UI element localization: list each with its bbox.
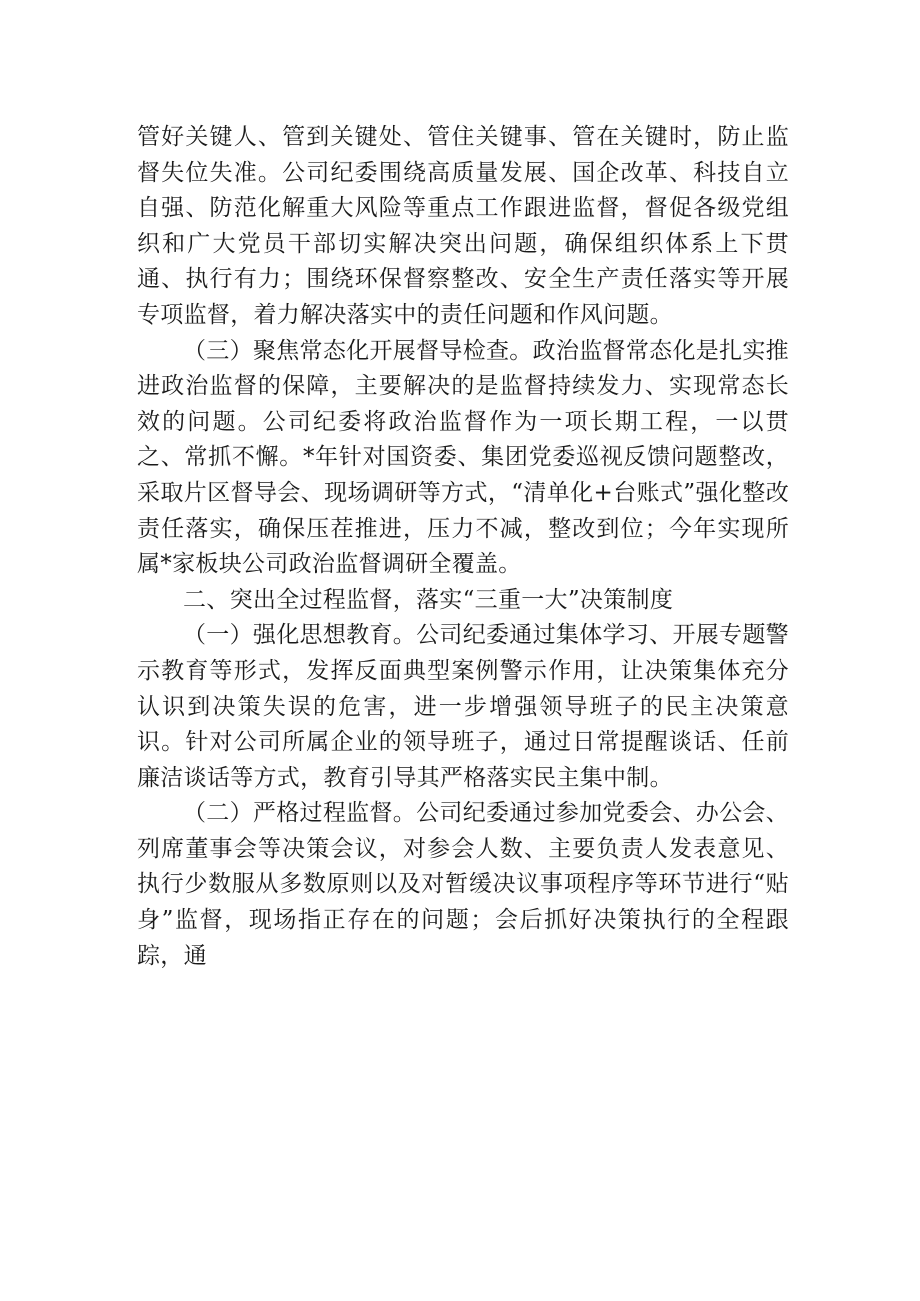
paragraph-subsection-one: （一）强化思想教育。公司纪委通过集体学习、开展专题警示教育等形式，发挥反面典型案例警示作用，让决策集体充分认识到决策失误的危害，进一步增强领导班子的民主决策意识。针对公司所属企业的领导班子，通过日常提醒谈话、任前廉洁谈话等方式，教育引导其严格落实民主集中制。 (137, 622, 789, 791)
paragraph-section-three: （三）聚焦常态化开展督导检查。政治监督常态化是扎实推进政治监督的保障，主要解决的是监督持续发力、实现常态长效的问题。公司纪委将政治监督作为一项长期工程，一以贯之、常抓不懈。*年针对国资委、集团党委巡视反馈问题整改，采取片区督导会、现场调研等方式，“清单化+台账式”强化整改责任落实，确保压茬推进，压力不减，整改到位；今年实现所属*家板块公司政治监督调研全覆盖。 (137, 337, 789, 578)
paragraph-subsection-two: （二）严格过程监督。公司纪委通过参加党委会、办公会、列席董事会等决策会议，对参会人数、主要负责人发表意见、执行少数服从多数原则以及对暂缓决议事项程序等环节进行“贴身”监督，现场指正存在的问题；会后抓好决策执行的全程跟踪，通 (137, 800, 789, 969)
paragraph-continuation: 管好关键人、管到关键处、管住关键事、管在关键时，防止监督失位失准。公司纪委围绕高质量发展、国企改革、科技自立自强、防范化解重大风险等重点工作跟进监督，督促各级党组织和广大党员干部切实解决突出问题，确保组织体系上下贯通、执行有力；围绕环保督察整改、安全生产责任落实等开展专项监督，着力解决落实中的责任问题和作风问题。 (137, 124, 789, 328)
document-body (137, 120, 789, 974)
section-heading-two: 二、突出全过程监督，落实“三重一大”决策制度 (183, 586, 674, 613)
